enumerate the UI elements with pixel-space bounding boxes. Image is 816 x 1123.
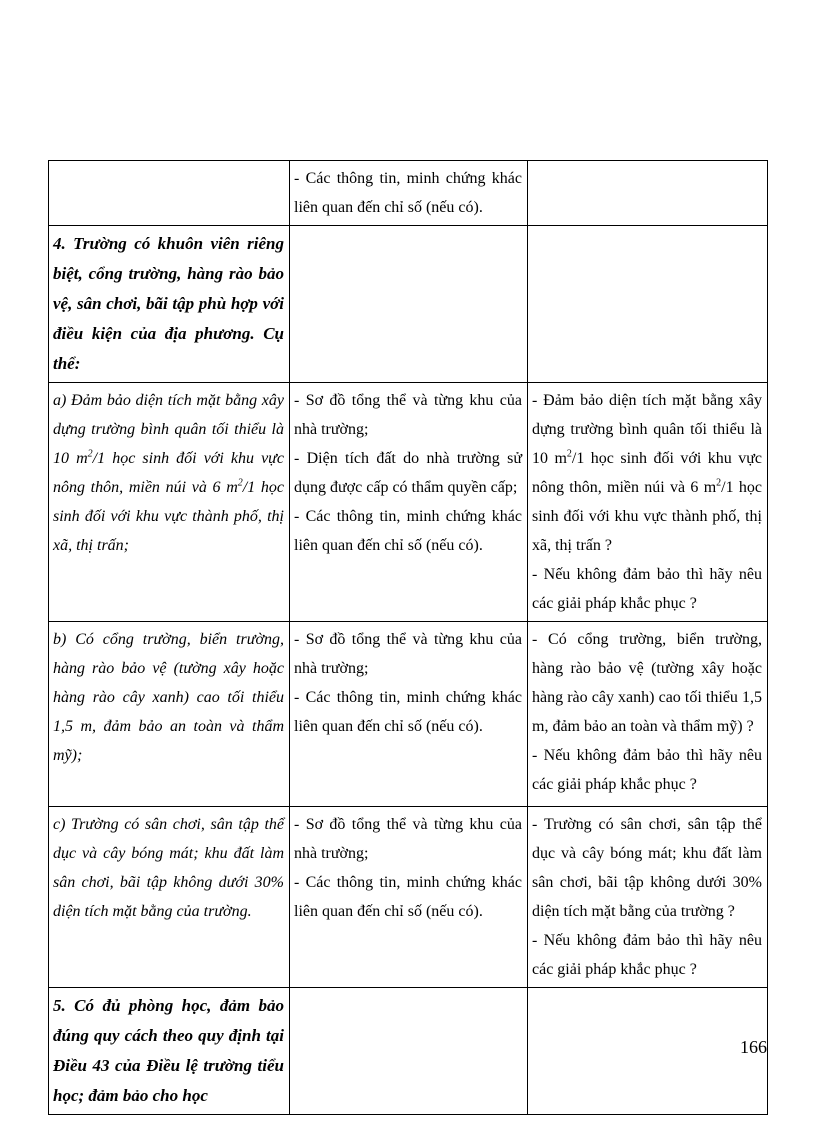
table-row xyxy=(49,161,768,226)
question-a-text-2: /1 học sinh đối với khu vực nông thôn, miền núi và 6 m xyxy=(532,450,762,496)
criterion-5-text: 5. Có đủ phòng học, đảm bảo đúng quy cách theo quy định tại Điều 43 của Điều lệ trường tiểu học; đảm bảo cho học xyxy=(53,996,284,1105)
question-cell xyxy=(528,988,768,1115)
question-cell xyxy=(528,226,768,383)
evidence-item: - Các thông tin, minh chứng khác liên quan đến chỉ số (nếu có). xyxy=(294,689,522,735)
page-number: 166 xyxy=(740,1037,767,1057)
criterion-4-text: 4. Trường có khuôn viên riêng biệt, cổng trường, hàng rào bảo vệ, sân chơi, bãi tập phù hợp với điều kiện của địa phương. Cụ thể: xyxy=(53,234,284,373)
evidence-cell xyxy=(290,622,528,807)
indicator-b-cell xyxy=(49,622,290,807)
question-item: - Nếu không đảm bảo thì hãy nêu các giải pháp khắc phục ? xyxy=(532,566,762,612)
table-row xyxy=(49,226,768,383)
evidence-item: - Các thông tin, minh chứng khác liên quan đến chỉ số (nếu có). xyxy=(294,170,522,216)
question-cell xyxy=(528,622,768,807)
evidence-item: - Sơ đồ tổng thể và từng khu của nhà trường; xyxy=(294,816,522,862)
criteria-table xyxy=(48,160,768,1115)
evidence-item: - Các thông tin, minh chứng khác liên quan đến chỉ số (nếu có). xyxy=(294,874,522,920)
criterion-heading xyxy=(49,988,290,1115)
indicator-c-text: c) Trường có sân chơi, sân tập thể dục và cây bóng mát; khu đất làm sân chơi, bãi tập không dưới 30% diện tích mặt bằng của trường. xyxy=(53,816,284,920)
table-row xyxy=(49,988,768,1115)
superscript: 2 xyxy=(566,448,572,460)
indicator-b-text: b) Có cổng trường, biển trường, hàng rào bảo vệ (tường xây hoặc hàng rào cây xanh) cao tối thiểu 1,5 m, đảm bảo an toàn và thẩm mỹ); xyxy=(53,631,284,764)
evidence-cell xyxy=(290,807,528,988)
indicator-c-cell xyxy=(49,807,290,988)
evidence-item: - Các thông tin, minh chứng khác liên quan đến chỉ số (nếu có). xyxy=(294,508,522,554)
question-item: - Nếu không đảm bảo thì hãy nêu các giải pháp khắc phục ? xyxy=(532,747,762,793)
criterion-heading xyxy=(49,226,290,383)
question-cell xyxy=(528,161,768,226)
question-a-text-1: - Đảm bảo diện tích mặt bằng xây dựng trường bình quân tối thiểu là 10 m xyxy=(532,392,762,467)
evidence-cell xyxy=(290,988,528,1115)
evidence-cell xyxy=(290,383,528,622)
indicator-a-text-3: /1 học sinh đối với khu vực thành phố, thị xã, thị trấn; xyxy=(53,479,284,554)
table-row xyxy=(49,807,768,988)
superscript: 2 xyxy=(87,448,93,460)
indicator-a-cell xyxy=(49,383,290,622)
evidence-item: - Sơ đồ tổng thể và từng khu của nhà trường; xyxy=(294,631,522,677)
question-a-text-3: /1 học sinh đối với khu vực thành phố, thị xã, thị trấn ? xyxy=(532,479,763,554)
indicator-a-text-1: a) Đảm bảo diện tích mặt bằng xây dựng trường bình quân tối thiểu là 10 m xyxy=(53,392,284,467)
question-cell xyxy=(528,383,768,622)
evidence-cell xyxy=(290,226,528,383)
question-item xyxy=(532,386,762,560)
table-row xyxy=(49,622,768,807)
superscript: 2 xyxy=(237,477,243,489)
evidence-cell xyxy=(290,161,528,226)
criteria-cell xyxy=(49,161,290,226)
question-item: - Nếu không đảm bảo thì hãy nêu các giải pháp khắc phục ? xyxy=(532,932,762,978)
indicator-a-text-2: /1 học sinh đối với khu vực nông thôn, miền núi và 6 m xyxy=(53,450,284,496)
table-row xyxy=(49,383,768,622)
superscript: 2 xyxy=(716,477,722,489)
evidence-item: - Sơ đồ tổng thể và từng khu của nhà trường; xyxy=(294,392,522,438)
evidence-item: - Diện tích đất do nhà trường sử dụng được cấp có thẩm quyền cấp; xyxy=(294,450,522,496)
question-item: - Trường có sân chơi, sân tập thể dục và cây bóng mát; khu đất làm sân chơi, bãi tập không dưới 30% diện tích mặt bằng của trường ? xyxy=(532,816,762,920)
question-item: - Có cổng trường, biển trường, hàng rào bảo vệ (tường xây hoặc hàng rào cây xanh) cao tối thiểu 1,5 m, đảm bảo an toàn và thẩm mỹ) ? xyxy=(532,631,762,735)
question-cell xyxy=(528,807,768,988)
